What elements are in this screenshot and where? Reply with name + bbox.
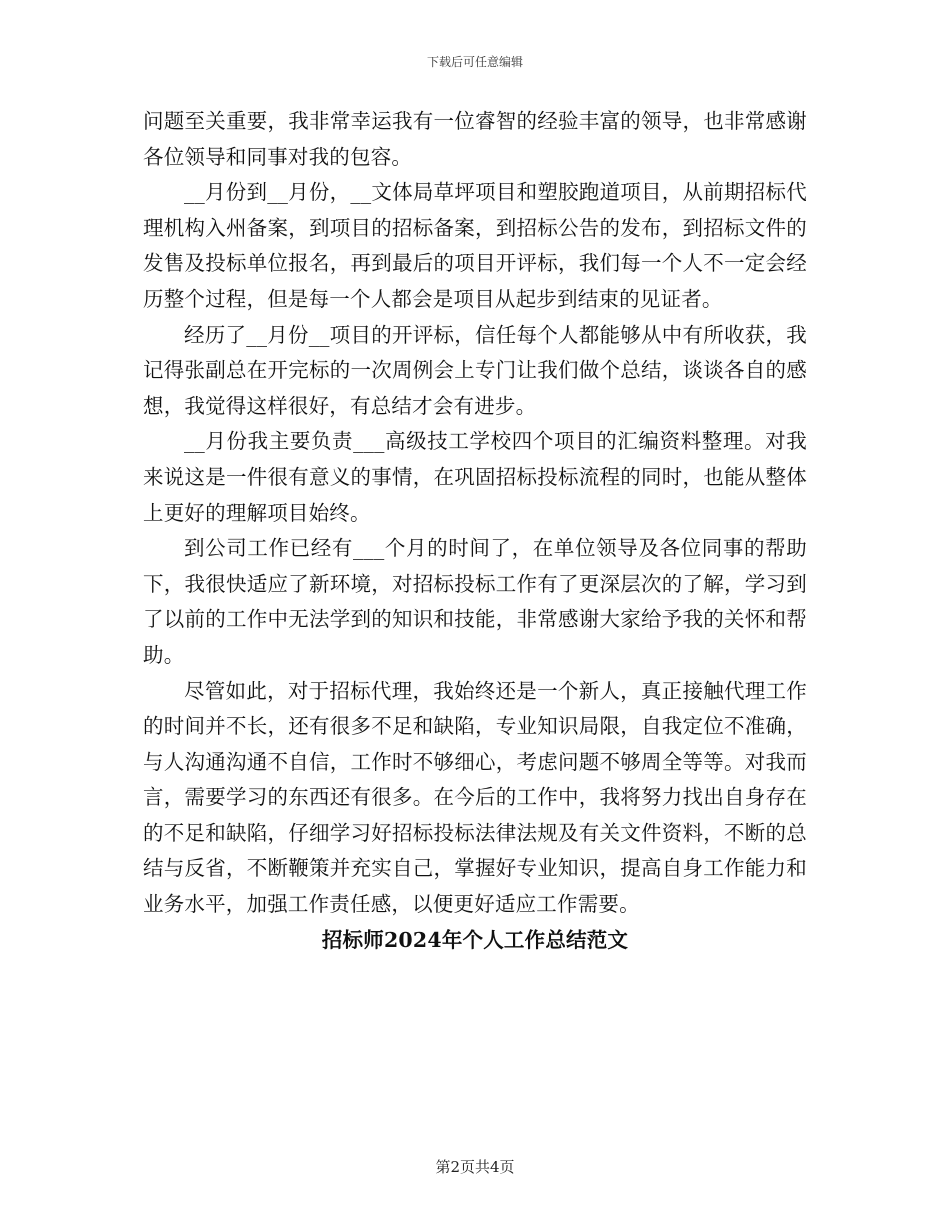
document-body bbox=[143, 104, 807, 958]
paragraph-continuation: 问题至关重要，我非常幸运我有一位睿智的经验丰富的领导，也非常感谢各位领导和同事对我的包容。 bbox=[143, 109, 807, 169]
page-header: 下载后可任意编辑 bbox=[426, 55, 523, 69]
paragraph: __月份到__月份，__文体局草坪项目和塑胶跑道项目，从前期招标代理机构入州备案，到项目的招标备案，到招标公告的发布，到招标文件的发售及投标单位报名，再到最后的项目开评标，我们每一个人不一定会经历整个过程，但是每一个人都会是项目从起步到结束的见证者。 bbox=[143, 180, 807, 311]
paragraph: __月份我主要负责___高级技工学校四个项目的汇编资料整理。对我来说这是一件很有意义的事情，在巩固招标投标流程的同时，也能从整体上更好的理解项目始终。 bbox=[143, 429, 807, 525]
paragraph: 到公司工作已经有___个月的时间了，在单位领导及各位同事的帮助下，我很快适应了新环境，对招标投标工作有了更深层次的了解，学习到了以前的工作中无法学到的知识和技能，非常感谢大家给予我的关怀和帮助。 bbox=[143, 536, 807, 667]
section-title: 招标师2024年个人工作总结范文 bbox=[321, 927, 629, 952]
paragraph: 尽管如此，对于招标代理，我始终还是一个新人，真正接触代理工作的时间并不长，还有很多不足和缺陷，专业知识局限，自我定位不准确，与人沟通沟通不自信，工作时不够细心，考虑问题不够周全等等。对我而言，需要学习的东西还有很多。在今后的工作中，我将努力找出自身存在的不足和缺陷，仔细学习好招标投标法律法规及有关文件资料，不断的总结与反省，不断鞭策并充实自己，掌握好专业知识，提高自身工作能力和业务水平，加强工作责任感，以便更好适应工作需要。 bbox=[143, 678, 807, 917]
page-number: 第2页共4页 bbox=[435, 1158, 515, 1176]
paragraph: 经历了__月份__项目的开评标，信任每个人都能够从中有所收获，我记得张副总在开完标的一次周例会上专门让我们做个总结，谈谈各自的感想，我觉得这样很好，有总结才会有进步。 bbox=[143, 322, 807, 418]
